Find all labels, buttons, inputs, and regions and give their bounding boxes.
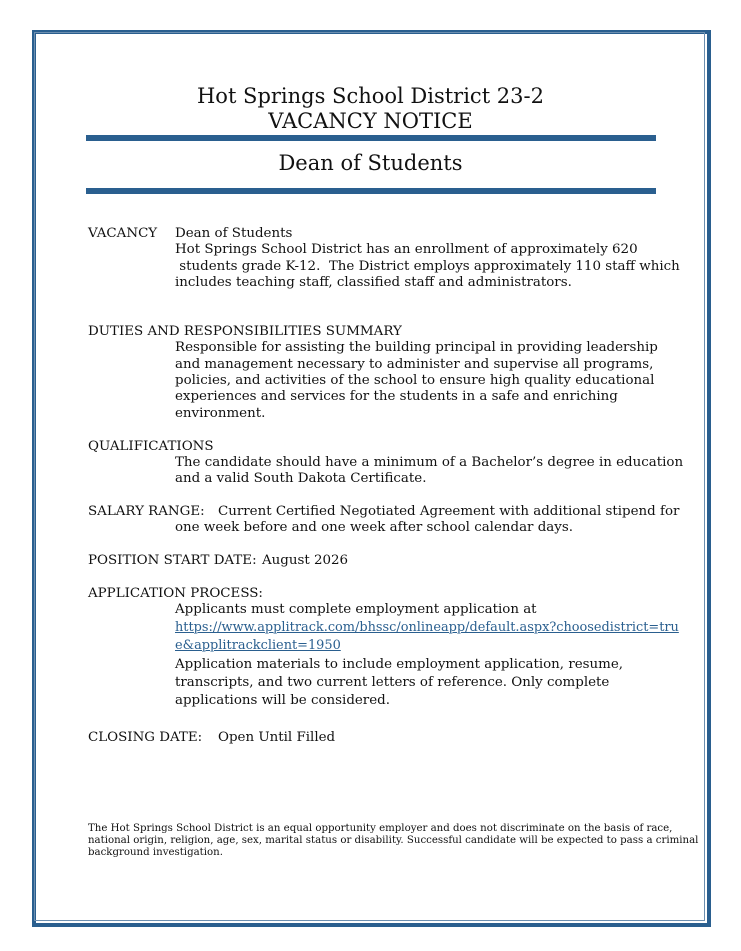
application-line: Application materials to include employment application, resume, (175, 657, 624, 672)
salary-label: SALARY RANGE: (88, 504, 205, 519)
application-intro: Applicants must complete employment application at (175, 602, 537, 617)
header-rule-bottom (86, 188, 656, 194)
closing-date-value: Open Until Filled (218, 730, 336, 745)
footer-line: The Hot Springs School District is an equal opportunity employer and does not discriminate on the basis of race, (88, 823, 673, 834)
vacancy-title: Dean of Students (175, 226, 293, 241)
application-label: APPLICATION PROCESS: (88, 586, 263, 601)
start-date-value: August 2026 (262, 553, 349, 568)
salary-line: one week before and one week after school calendar days. (175, 520, 573, 535)
start-date-label: POSITION START DATE: (88, 553, 257, 568)
vacancy-notice-title: VACANCY NOTICE (268, 109, 473, 133)
qualifications-line: and a valid South Dakota Certificate. (175, 471, 427, 486)
application-line: applications will be considered. (175, 693, 390, 708)
duties-line: Responsible for assisting the building principal in providing leadership (175, 340, 658, 355)
vacancy-line: Hot Springs School District has an enrollment of approximately 620 (175, 242, 638, 257)
closing-date-label: CLOSING DATE: (88, 730, 203, 745)
duties-line: and management necessary to administer and supervise all programs, (175, 357, 654, 372)
vacancy-line: includes teaching staff, classified staff and administrators. (175, 275, 572, 290)
qualifications-label: QUALIFICATIONS (88, 439, 214, 454)
qualifications-line: The candidate should have a minimum of a Bachelor’s degree in education (175, 455, 684, 470)
footer-line: background investigation. (88, 847, 223, 858)
duties-label: DUTIES AND RESPONSIBILITIES SUMMARY (88, 324, 402, 339)
application-link[interactable]: https://www.applitrack.com/bhssc/onlineapp/default.aspx?choosedistrict=tru (175, 620, 679, 635)
footer-line: national origin, religion, age, sex, marital status or disability. Successful candidate will be expected to pass a criminal (88, 835, 699, 846)
position-title: Dean of Students (278, 151, 463, 175)
duties-line: environment. (175, 406, 266, 421)
district-title: Hot Springs School District 23-2 (196, 84, 544, 108)
vacancy-line: students grade K-12. The District employs approximately 110 staff which (175, 259, 680, 274)
duties-line: experiences and services for the students in a safe and enriching (175, 389, 618, 404)
application-link[interactable]: e&applitrackclient=1950 (175, 638, 341, 653)
header-rule-top (86, 135, 656, 141)
salary-line: Current Certified Negotiated Agreement with additional stipend for (218, 504, 680, 519)
vacancy-label: VACANCY (88, 226, 158, 241)
duties-line: policies, and activities of the school to ensure high quality educational (175, 373, 655, 388)
application-line: transcripts, and two current letters of reference. Only complete (175, 675, 610, 690)
